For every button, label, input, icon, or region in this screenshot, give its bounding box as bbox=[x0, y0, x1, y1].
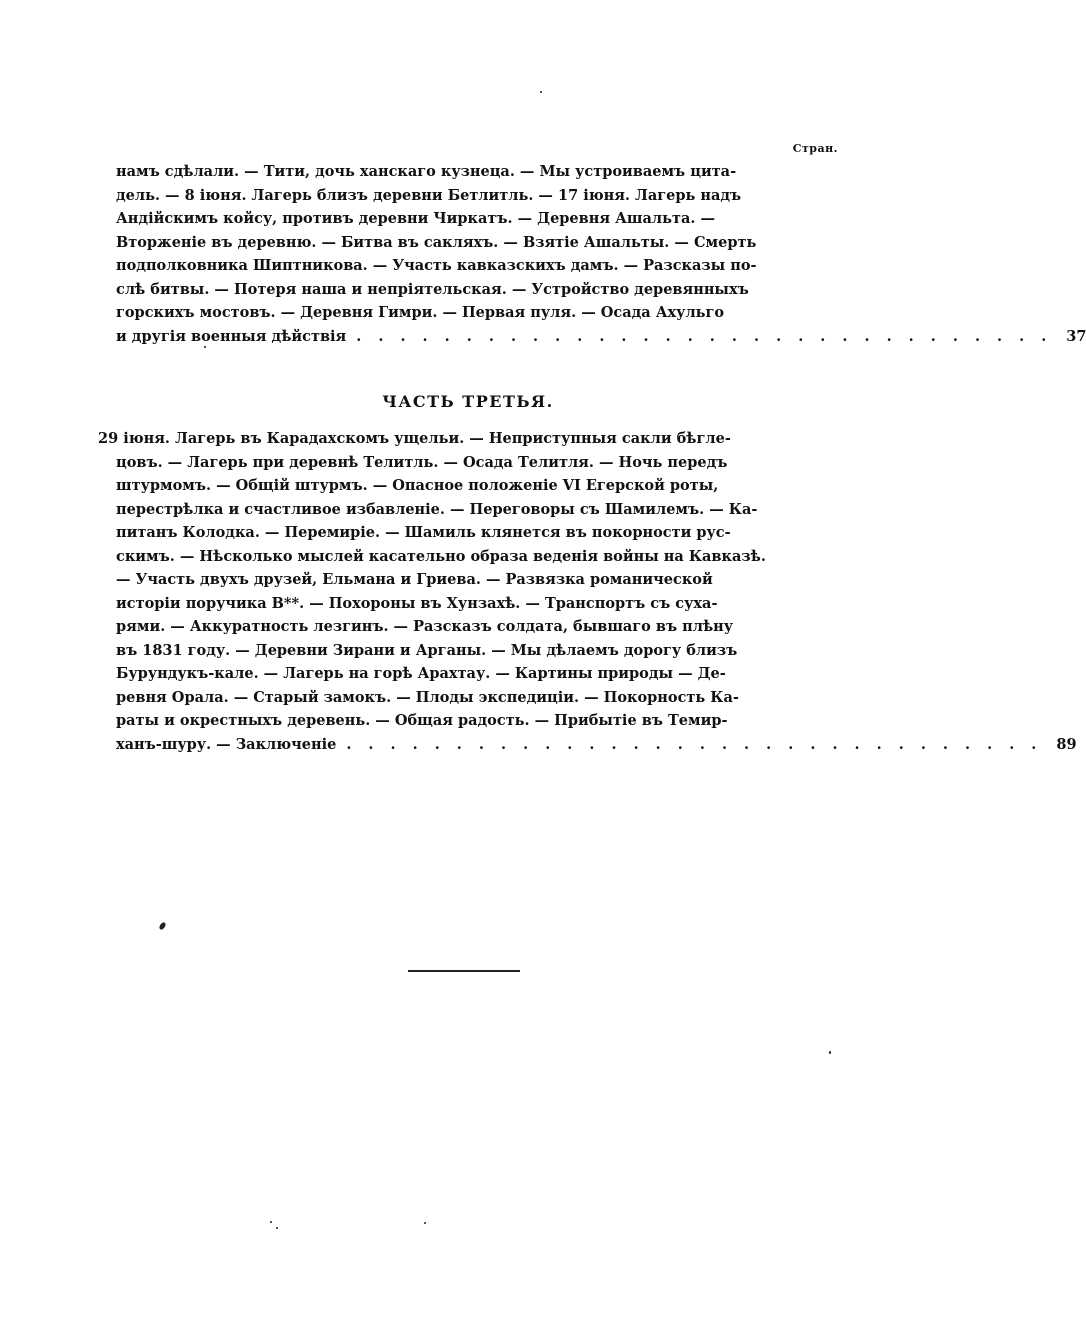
entry-line: горскихъ мостовъ. — Деревня Гимри. — Первая пуля. — Осада Ахульго bbox=[116, 304, 725, 321]
entry-line: рями. — Аккуратность лезгинъ. — Разсказъ солдата, бывшаго въ плѣну bbox=[116, 618, 734, 635]
ink-speck bbox=[204, 346, 206, 348]
entry-line: скимъ. — Нѣсколько мыслей касательно образа веденія войны на Кавказѣ. bbox=[116, 547, 766, 565]
ink-speck bbox=[540, 91, 542, 93]
entry-line: слѣ битвы. — Потеря наша и непріятельская. — Устройство деревянныхъ bbox=[116, 280, 749, 298]
entry-line: штурмомъ. — Общій штурмъ. — Опасное положеніе VI Егерской роты, bbox=[116, 477, 719, 494]
dot-leader: . . . . . . . . . . . . . . . . . . . . . . . . . . . . . . . . bbox=[356, 327, 1053, 345]
entry-line: дель. — 8 іюня. Лагерь близъ деревни Бетлитль. — 17 іюня. Лагерь надъ bbox=[116, 186, 742, 204]
toc-entry bbox=[116, 160, 1086, 348]
closing-rule bbox=[408, 970, 520, 972]
entry-line: Вторженіе въ деревню. — Битва въ сакляхъ. — Взятіе Ашальты. — Смерть bbox=[116, 233, 757, 251]
entry-line: цовъ. — Лагерь при деревнѣ Телитль. — Осада Телитля. — Ночь передъ bbox=[116, 453, 728, 471]
ink-speck bbox=[829, 1051, 831, 1054]
entry-line: подполковника Шиптникова. — Участь кавказскихъ дамъ. — Разсказы по- bbox=[116, 257, 757, 274]
dot-leader: . . . . . . . . . . . . . . . . . . . . . . . . . . . . . . . . bbox=[346, 735, 1043, 753]
page-column-label: Стран. bbox=[792, 142, 838, 155]
page-number: 37 bbox=[1066, 327, 1086, 345]
ink-speck bbox=[270, 1221, 272, 1223]
ink-speck bbox=[276, 1227, 278, 1229]
entry-line: питанъ Колодка. — Перемиріе. — Шамиль клянется въ покорности рус- bbox=[116, 524, 731, 541]
entry-line: Андійскимъ койсу, противъ деревни Чиркатъ. — Деревня Ашальта. — bbox=[116, 210, 715, 227]
entry-line: намъ сдѣлали. — Тити, дочь ханскаго кузнеца. — Мы устроиваемъ цита- bbox=[116, 163, 737, 180]
entry-line: 29 іюня. Лагерь въ Карадахскомъ ущельи. — Неприступныя сакли бѣгле- bbox=[98, 430, 731, 447]
ink-speck bbox=[424, 1222, 426, 1224]
entry-line: и другія военныя дѣйствія bbox=[116, 327, 347, 345]
ink-speck bbox=[158, 921, 167, 930]
entry-last-line bbox=[116, 325, 1086, 349]
entry-line: раты и окрестныхъ деревень. — Общая радость. — Прибытіе въ Темир- bbox=[116, 712, 728, 729]
entry-line: ревня Орала. — Старый замокъ. — Плоды экспедиціи. — Покорность Ка- bbox=[116, 688, 739, 706]
entry-line: въ 1831 году. — Деревни Зирани и Арганы. — Мы дѣлаемъ дорогу близъ bbox=[116, 641, 738, 659]
entry-line: ханъ-шуру. — Заключеніе bbox=[116, 735, 337, 753]
page-number: 89 bbox=[1056, 735, 1077, 753]
entry-last-line bbox=[116, 733, 1077, 757]
toc-entry bbox=[98, 427, 1077, 756]
part-title: ЧАСТЬ ТРЕТЬЯ. bbox=[382, 392, 554, 411]
entry-line: исторіи поручика В**. — Похороны въ Хунзахѣ. — Транспортъ съ суха- bbox=[116, 594, 718, 612]
entry-line: — Участь двухъ друзей, Ельмана и Гриева. — Развязка романической bbox=[116, 571, 713, 588]
entry-line: Бурундукъ-кале. — Лагерь на горѣ Арахтау. — Картины природы — Де- bbox=[116, 665, 726, 682]
entry-line: перестрѣлка и счастливое избавленіе. — Переговоры съ Шамилемъ. — Ка- bbox=[116, 500, 758, 518]
